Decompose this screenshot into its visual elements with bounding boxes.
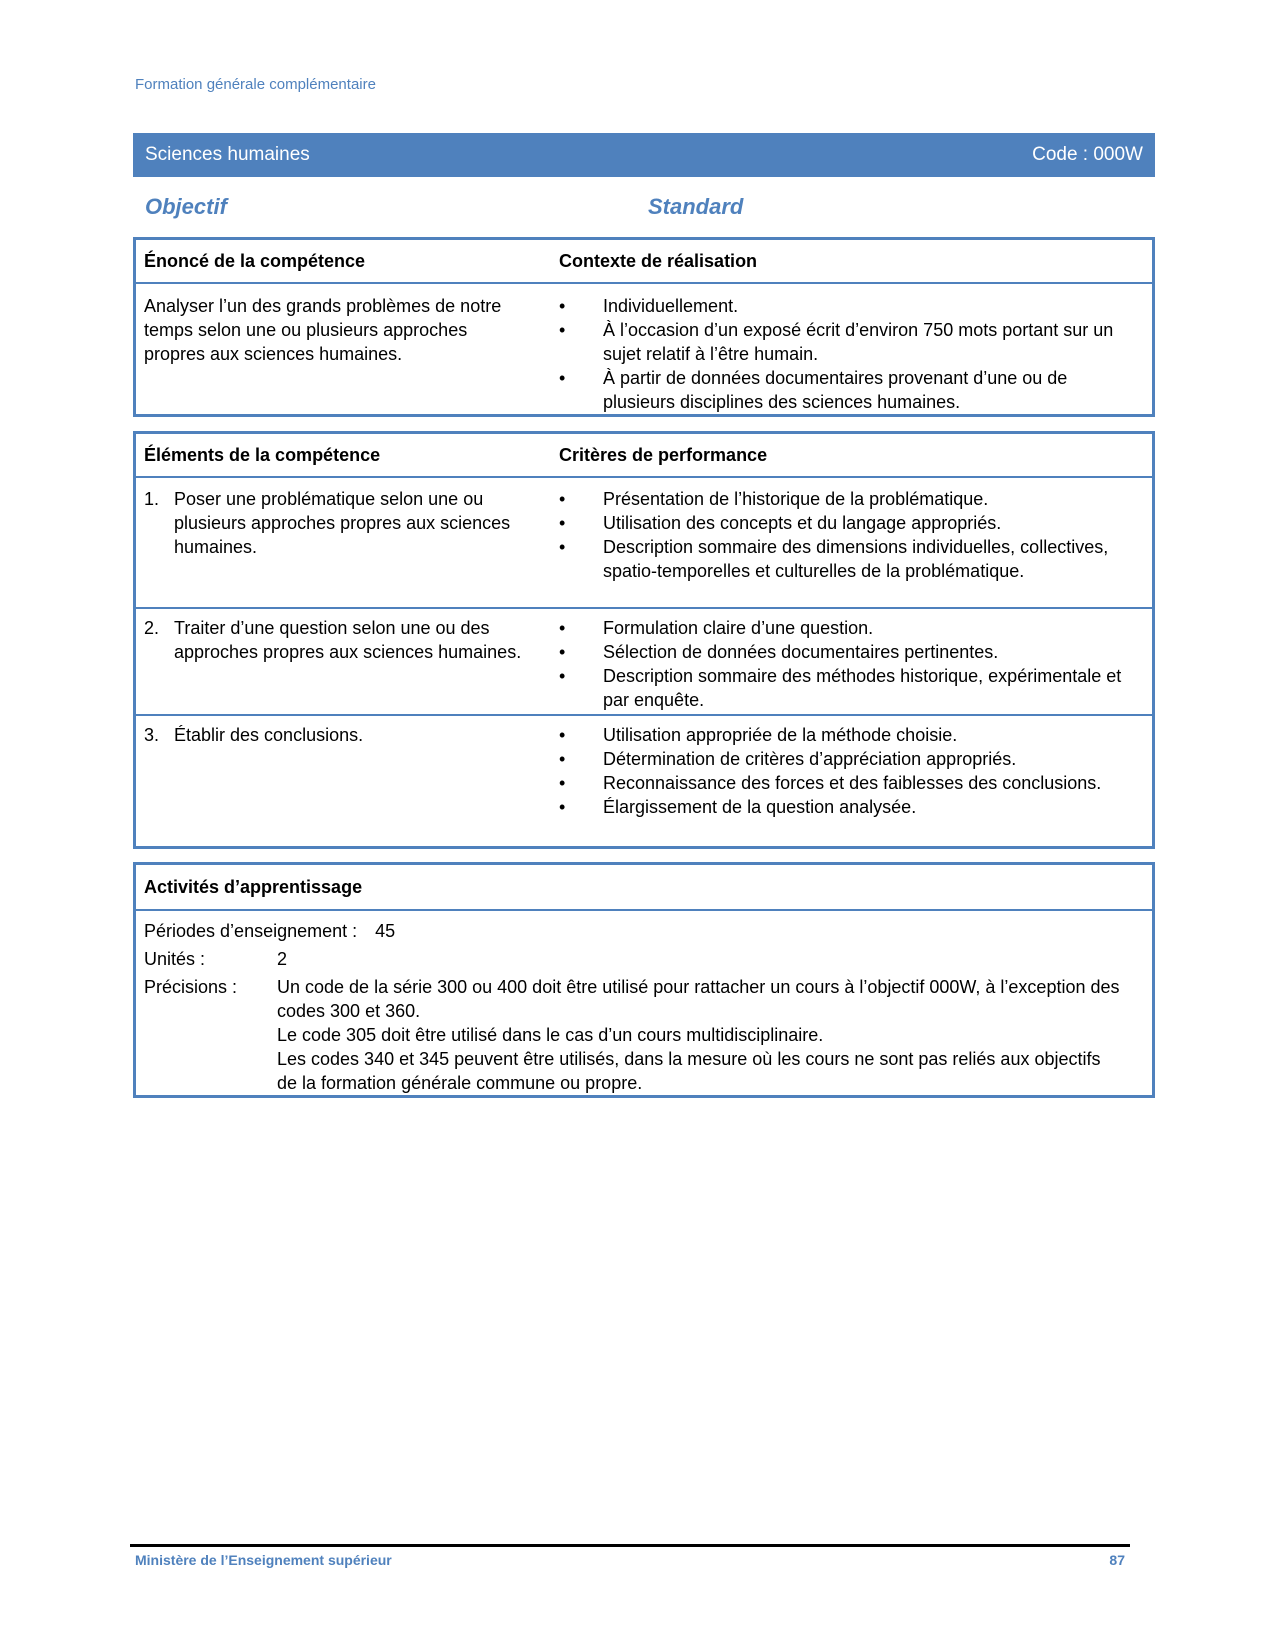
criteria-list: [559, 723, 1144, 819]
activities-heading: Activités d’apprentissage: [144, 876, 363, 897]
criteria-item: • Présentation de l’historique de la problématique.: [559, 487, 1144, 511]
competence-statement: Analyser l’un des grands problèmes de notre temps selon une ou plusieurs approches propres aux sciences humaines.: [144, 296, 502, 364]
details-row: [136, 975, 1152, 1095]
periods-value: 45: [375, 921, 396, 941]
standard-label: Standard: [648, 194, 744, 219]
element-text: Traiter d’une question selon une ou des approches propres aux sciences humaines.: [174, 618, 522, 662]
objective-label: Objectif: [145, 194, 227, 219]
document-header: Formation générale complémentaire: [135, 76, 376, 93]
criteria-list: [559, 616, 1144, 712]
details-paragraph: Les codes 340 et 345 peuvent être utilisés, dans la mesure où les cours ne sont pas reliés aux objectifs de la formation générale commune ou propre.: [277, 1049, 1101, 1093]
course-code: Code : 000W: [1032, 144, 1143, 165]
criteria-item: • Sélection de données documentaires pertinentes.: [559, 640, 1144, 664]
element-text: Établir des conclusions.: [174, 725, 364, 745]
criteria-item: • Formulation claire d’une question.: [559, 616, 1144, 640]
criteria-item: • Détermination de critères d’appréciation appropriés.: [559, 747, 1144, 771]
title-bar: [133, 133, 1155, 177]
activities-header: [136, 865, 1152, 911]
competence-row: [136, 284, 1152, 414]
element-row-2: [136, 609, 1152, 716]
criteria-item: • Élargissement de la question analysée.: [559, 795, 1144, 819]
units-row: [136, 947, 1152, 971]
element-number: 2.: [144, 618, 160, 638]
element-row-3: [136, 716, 1152, 819]
units-label: Unités :: [144, 949, 206, 969]
criteria-item: • Utilisation des concepts et du langage appropriés.: [559, 511, 1144, 535]
context-item: • À partir de données documentaires provenant d’une ou de plusieurs disciplines des sciences humaines.: [559, 366, 1144, 414]
element-row-1: [136, 478, 1152, 609]
context-heading: Contexte de réalisation: [559, 250, 758, 271]
footer-ministry: Ministère de l’Enseignement supérieur: [135, 1552, 392, 1568]
elements-header: [136, 434, 1152, 478]
competence-box: [133, 237, 1155, 417]
page-number: 87: [1109, 1552, 1125, 1568]
element-number: 3.: [144, 725, 160, 745]
criteria-item: • Utilisation appropriée de la méthode choisie.: [559, 723, 1144, 747]
activities-box: [133, 862, 1155, 1098]
context-list: [559, 294, 1144, 414]
criteria-item: • Reconnaissance des forces et des faiblesses des conclusions.: [559, 771, 1144, 795]
criteria-heading: Critères de performance: [559, 444, 768, 465]
criteria-item: • Description sommaire des dimensions individuelles, collectives, spatio-temporelles et culturelles de la problématique.: [559, 535, 1144, 583]
units-value: 2: [277, 949, 288, 969]
footer-divider: [130, 1544, 1130, 1547]
details-paragraph: Le code 305 doit être utilisé dans le cas d’un cours multidisciplinaire.: [277, 1025, 824, 1045]
periods-row: [136, 919, 1152, 943]
elements-box: [133, 431, 1155, 849]
context-item: • À l’occasion d’un exposé écrit d’environ 750 mots portant sur un sujet relatif à l’être humain.: [559, 318, 1144, 366]
course-title: Sciences humaines: [145, 144, 310, 165]
footer: [135, 1552, 1125, 1568]
elements-heading: Éléments de la compétence: [144, 444, 381, 465]
element-number: 1.: [144, 489, 160, 509]
periods-label: Périodes d’enseignement :: [144, 921, 358, 941]
criteria-item: • Description sommaire des méthodes historique, expérimentale et par enquête.: [559, 664, 1144, 712]
criteria-list: [559, 487, 1144, 583]
details-label: Précisions :: [144, 977, 238, 997]
details-paragraph: Un code de la série 300 ou 400 doit être utilisé pour rattacher un cours à l’objectif 000W, à l’exception des codes 300 et 360.: [277, 977, 1120, 1021]
competence-header: [136, 240, 1152, 284]
context-item: • Individuellement.: [559, 294, 1144, 318]
element-text: Poser une problématique selon une ou plusieurs approches propres aux sciences humaines.: [174, 489, 511, 557]
competence-statement-heading: Énoncé de la compétence: [144, 250, 366, 271]
